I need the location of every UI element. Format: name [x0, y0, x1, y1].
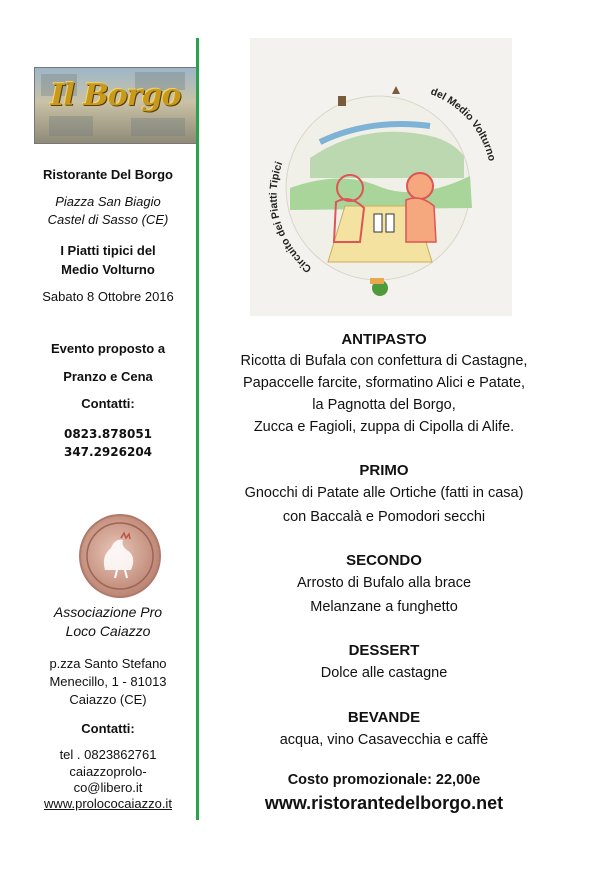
dessert-line: Dolce alle castagne [320, 665, 448, 681]
assoc-address-3: Caiazzo (CE) [69, 692, 147, 707]
phone-1[interactable]: 0823.878051 [63, 427, 153, 441]
circle-text-right: del Medio Volturno [428, 85, 498, 163]
antipasto-line: Zucca e Fagioli, zuppa di Cipolla di Alife. [253, 419, 515, 435]
contacts-label-2: Contatti: [81, 721, 135, 736]
bevande-line: acqua, vino Casavecchia e caffè [279, 732, 489, 748]
pro-loco-seal-image [79, 514, 161, 598]
event-date: Sabato 8 Ottobre 2016 [42, 289, 174, 304]
assoc-email-1[interactable]: caiazzoprolo- [69, 764, 147, 779]
assoc-website-link[interactable]: www.prolococaiazzo.it [44, 796, 172, 811]
assoc-address-2: Menecillo, 1 - 81013 [49, 674, 167, 689]
restaurant-website-link[interactable]: www.ristorantedelborgo.net [264, 793, 504, 813]
meal-type: Pranzo e Cena [63, 369, 153, 384]
assoc-email-2[interactable]: co@libero.it [73, 780, 143, 795]
antipasto-line: Papaccelle farcite, sformatino Alici e Patate, [242, 375, 526, 391]
event-label: Evento proposto a [50, 341, 166, 356]
address-line-2: Castel di Sasso (CE) [47, 212, 169, 227]
association-name-2: Loco Caiazzo [65, 623, 151, 639]
il-borgo-logo [34, 67, 197, 144]
assoc-tel[interactable]: tel . 0823862761 [59, 747, 157, 762]
secondo-line: Arrosto di Bufalo alla brace [296, 575, 472, 591]
event-title-2: Medio Volturno [61, 262, 155, 277]
antipasto-line: la Pagnotta del Borgo, [312, 397, 456, 413]
dessert-heading: DESSERT [348, 642, 420, 659]
primo-heading: PRIMO [359, 462, 409, 479]
circuit-illustration [250, 38, 512, 316]
address-line-1: Piazza San Biagio [55, 194, 161, 209]
contacts-label: Contatti: [81, 396, 135, 411]
secondo-heading: SECONDO [346, 552, 422, 569]
price-label: Costo promozionale: 22,00e [287, 772, 481, 788]
antipasto-line: Ricotta di Bufala con confettura di Castagne, [240, 353, 528, 369]
restaurant-name: Ristorante Del Borgo [42, 167, 173, 182]
primo-line: con Baccalà e Pomodori secchi [282, 509, 486, 525]
logo-text: Il Borgo [50, 78, 181, 113]
antipasto-heading: ANTIPASTO [341, 331, 427, 348]
circle-text-left: Circuito dei Piatti Tipici [267, 160, 314, 275]
rooster-icon [81, 516, 159, 596]
secondo-line: Melanzane a funghetto [310, 599, 458, 615]
event-title-1: I Piatti tipici del [60, 243, 156, 258]
assoc-address-1: p.zza Santo Stefano [49, 656, 167, 671]
left-column [0, 0, 196, 870]
phone-2[interactable]: 347.2926204 [63, 445, 153, 459]
association-name-1: Associazione Pro [53, 604, 163, 620]
painting-image [250, 38, 512, 316]
primo-line: Gnocchi di Patate alle Ortiche (fatti in casa) [244, 485, 524, 501]
bevande-heading: BEVANDE [347, 709, 421, 726]
